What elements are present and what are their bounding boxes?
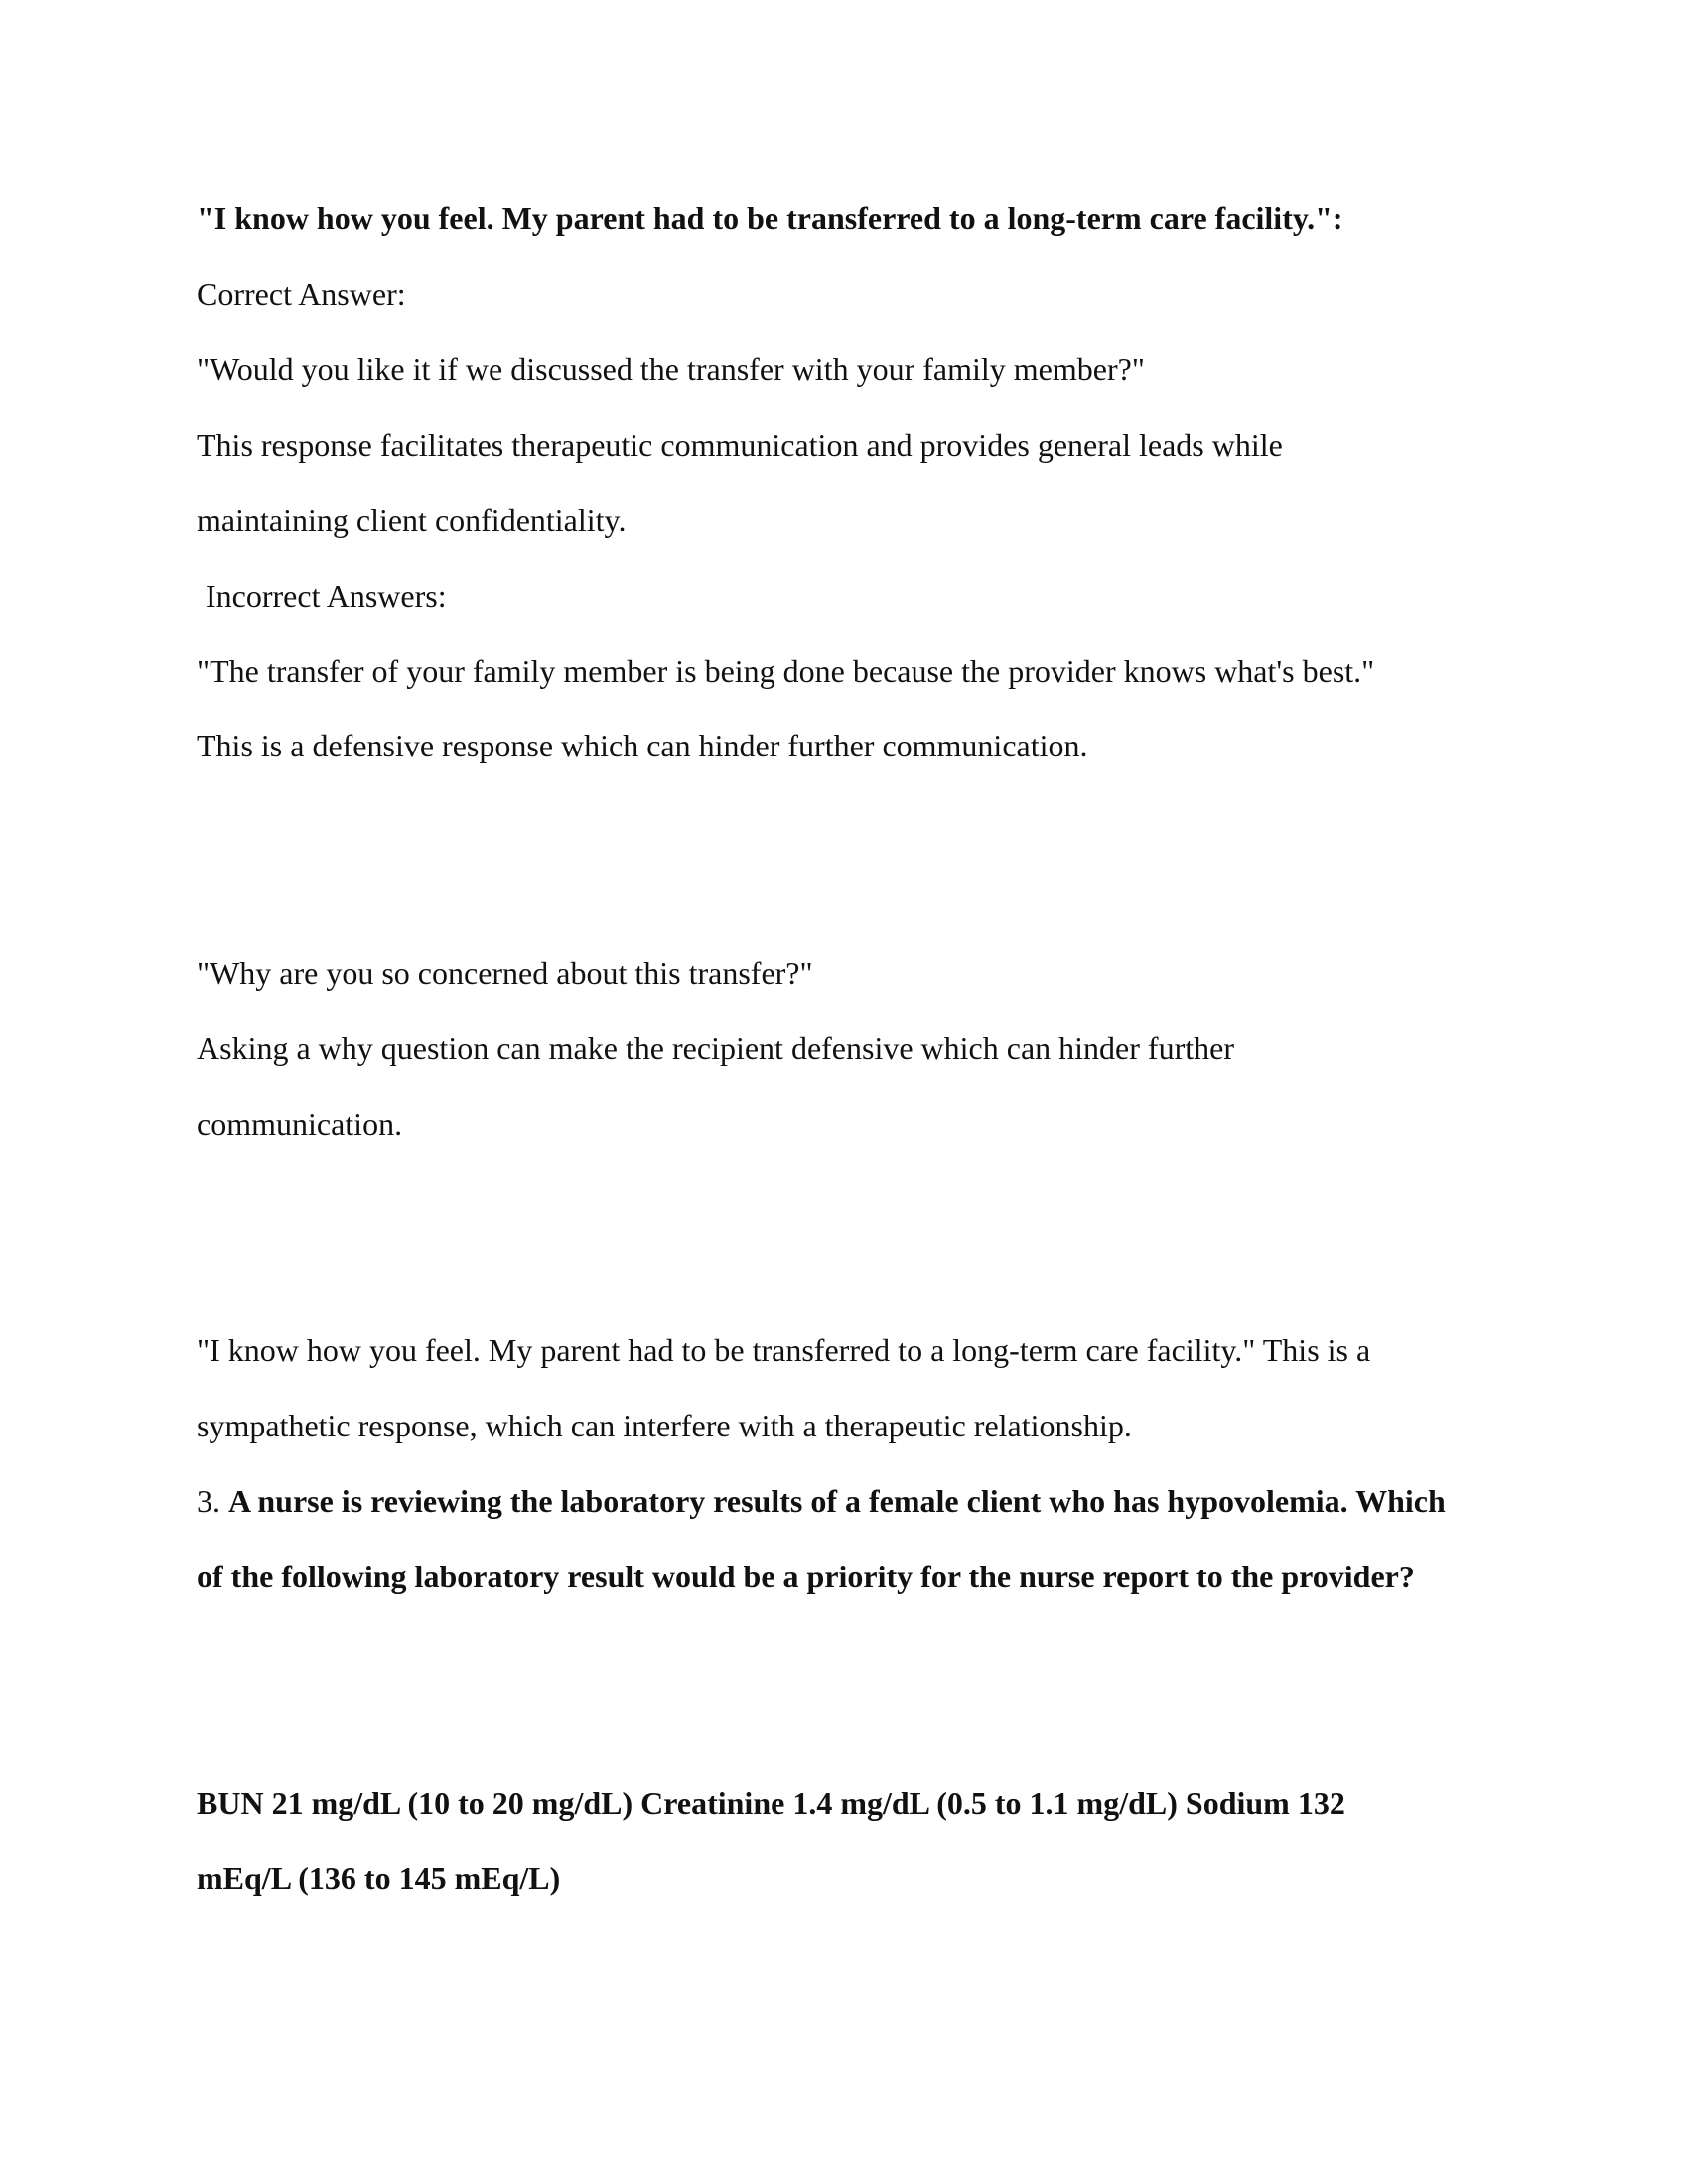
- correct-answer-label: Correct Answer:: [197, 276, 406, 312]
- incorrect-answer-3-line-2: sympathetic response, which can interfere with a therapeutic relationship.: [197, 1408, 1132, 1443]
- lab-results-line-1: BUN 21 mg/dL (10 to 20 mg/dL) Creatinine 1.4 mg/dL (0.5 to 1.1 mg/dL) Sodium 132: [197, 1785, 1345, 1821]
- correct-answer-text: "Would you like it if we discussed the transfer with your family member?": [197, 351, 1145, 387]
- question-3-line-1: [197, 1481, 1446, 1521]
- option-heading: "I know how you feel. My parent had to be transferred to a long-term care facility.":: [197, 201, 1343, 236]
- incorrect-answer-2-explanation-line-1: Asking a why question can make the recipient defensive which can hinder further: [197, 1030, 1234, 1066]
- correct-explanation-line-2: maintaining client confidentiality.: [197, 502, 627, 538]
- question-number: 3.: [197, 1483, 220, 1519]
- correct-explanation-line-1: This response facilitates therapeutic communication and provides general leads while: [197, 427, 1283, 463]
- incorrect-answer-1-explanation: This is a defensive response which can hinder further communication.: [197, 728, 1088, 763]
- question-3-line-2: of the following laboratory result would be a priority for the nurse report to the provider?: [197, 1559, 1415, 1594]
- incorrect-answer-2-explanation-line-2: communication.: [197, 1106, 403, 1142]
- lab-results-line-2: mEq/L (136 to 145 mEq/L): [197, 1860, 561, 1896]
- question-text-line-1: A nurse is reviewing the laboratory results of a female client who has hypovolemia. Which: [228, 1483, 1446, 1519]
- incorrect-answer-2: "Why are you so concerned about this transfer?": [197, 955, 813, 991]
- incorrect-answer-1: "The transfer of your family member is being done because the provider knows what's best.": [197, 653, 1375, 689]
- incorrect-answer-3-line-1: "I know how you feel. My parent had to be transferred to a long-term care facility." This is a: [197, 1332, 1371, 1368]
- incorrect-answers-label: Incorrect Answers:: [206, 578, 447, 614]
